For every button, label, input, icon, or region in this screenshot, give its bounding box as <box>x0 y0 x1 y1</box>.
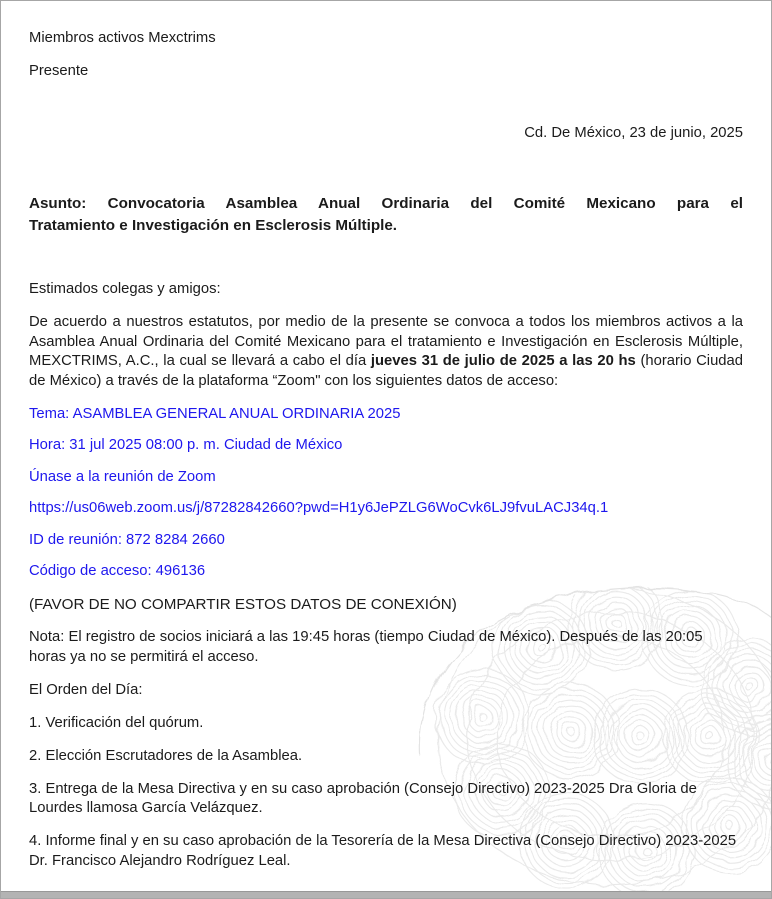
subject-line-2: Tratamiento e Investigación en Esclerosis Múltiple. <box>29 217 397 234</box>
meeting-datetime-bold: jueves 31 de julio de 2025 a las 20 hs <box>370 353 636 369</box>
privacy-warning: (FAVOR DE NO COMPARTIR ESTOS DATOS DE CONEXIÓN) <box>29 596 457 613</box>
page-bottom-edge <box>1 891 771 898</box>
recipient-line: Miembros activos Mexctrims <box>29 30 216 46</box>
agenda-item: 4. Informe final y en su caso aprobación de la Tesorería de la Mesa Directiva (Consejo Directivo) 2023-2025 Dr. Francisco Alejandro Rodríguez Leal. <box>29 833 737 869</box>
zoom-time: Hora: 31 jul 2025 08:00 p. m. Ciudad de México <box>29 437 343 453</box>
intro-text-start: De acuerdo a nuestros estatutos, por medio de la presente se convoca a todos los miembros activos a la Asamblea Anual Ordinaria del Comité Mexicano para el tratamiento e Investigación en Esclerosis Múltiple, MEXCTRIMS, A.C., la cual se llevará a cabo el día <box>29 314 743 369</box>
zoom-access-code: Código de acceso: 496136 <box>29 563 206 579</box>
zoom-topic: Tema: ASAMBLEA GENERAL ANUAL ORDINARIA 2025 <box>29 405 401 422</box>
salutation: Estimados colegas y amigos: <box>29 281 221 297</box>
zoom-meeting-link[interactable]: https://us06web.zoom.us/j/87282842660?pwd=H1y6JePZLG6WoCvk6LJ9fvuLACJ34q.1 <box>29 500 609 516</box>
intro-text-end: (horario Ciudad de México) a través de la plataforma “Zoom" con los siguientes datos de acceso: <box>29 353 743 389</box>
agenda-item: 2. Elección Escrutadores de la Asamblea. <box>29 747 303 764</box>
subject-line <box>29 193 743 237</box>
zoom-join-text: Únase a la reunión de Zoom <box>29 468 216 485</box>
agenda-title: El Orden del Día: <box>29 681 143 698</box>
note-paragraph: Nota: El registro de socios iniciará a las 19:45 horas (tiempo Ciudad de México). Después de las 20:05 horas ya no se permitirá el acceso. <box>29 629 703 665</box>
letter-body <box>1 1 771 871</box>
agenda-item: 3. Entrega de la Mesa Directiva y en su caso aprobación (Consejo Directivo) 2023-2025 Dra Gloria de Lourdes llamosa García Velázquez. <box>29 780 697 816</box>
zoom-link-row <box>29 499 743 519</box>
recipient-line: Presente <box>29 63 89 79</box>
subject-line-1: Asunto: Convocatoria Asamblea Anual Ordinaria del Comité Mexicano para el <box>29 195 743 212</box>
date-line: Cd. De México, 23 de junio, 2025 <box>524 124 743 141</box>
intro-paragraph <box>29 313 743 391</box>
zoom-meeting-id: ID de reunión: 872 8284 2660 <box>29 531 225 548</box>
agenda-item: 1. Verificación del quórum. <box>29 714 204 731</box>
